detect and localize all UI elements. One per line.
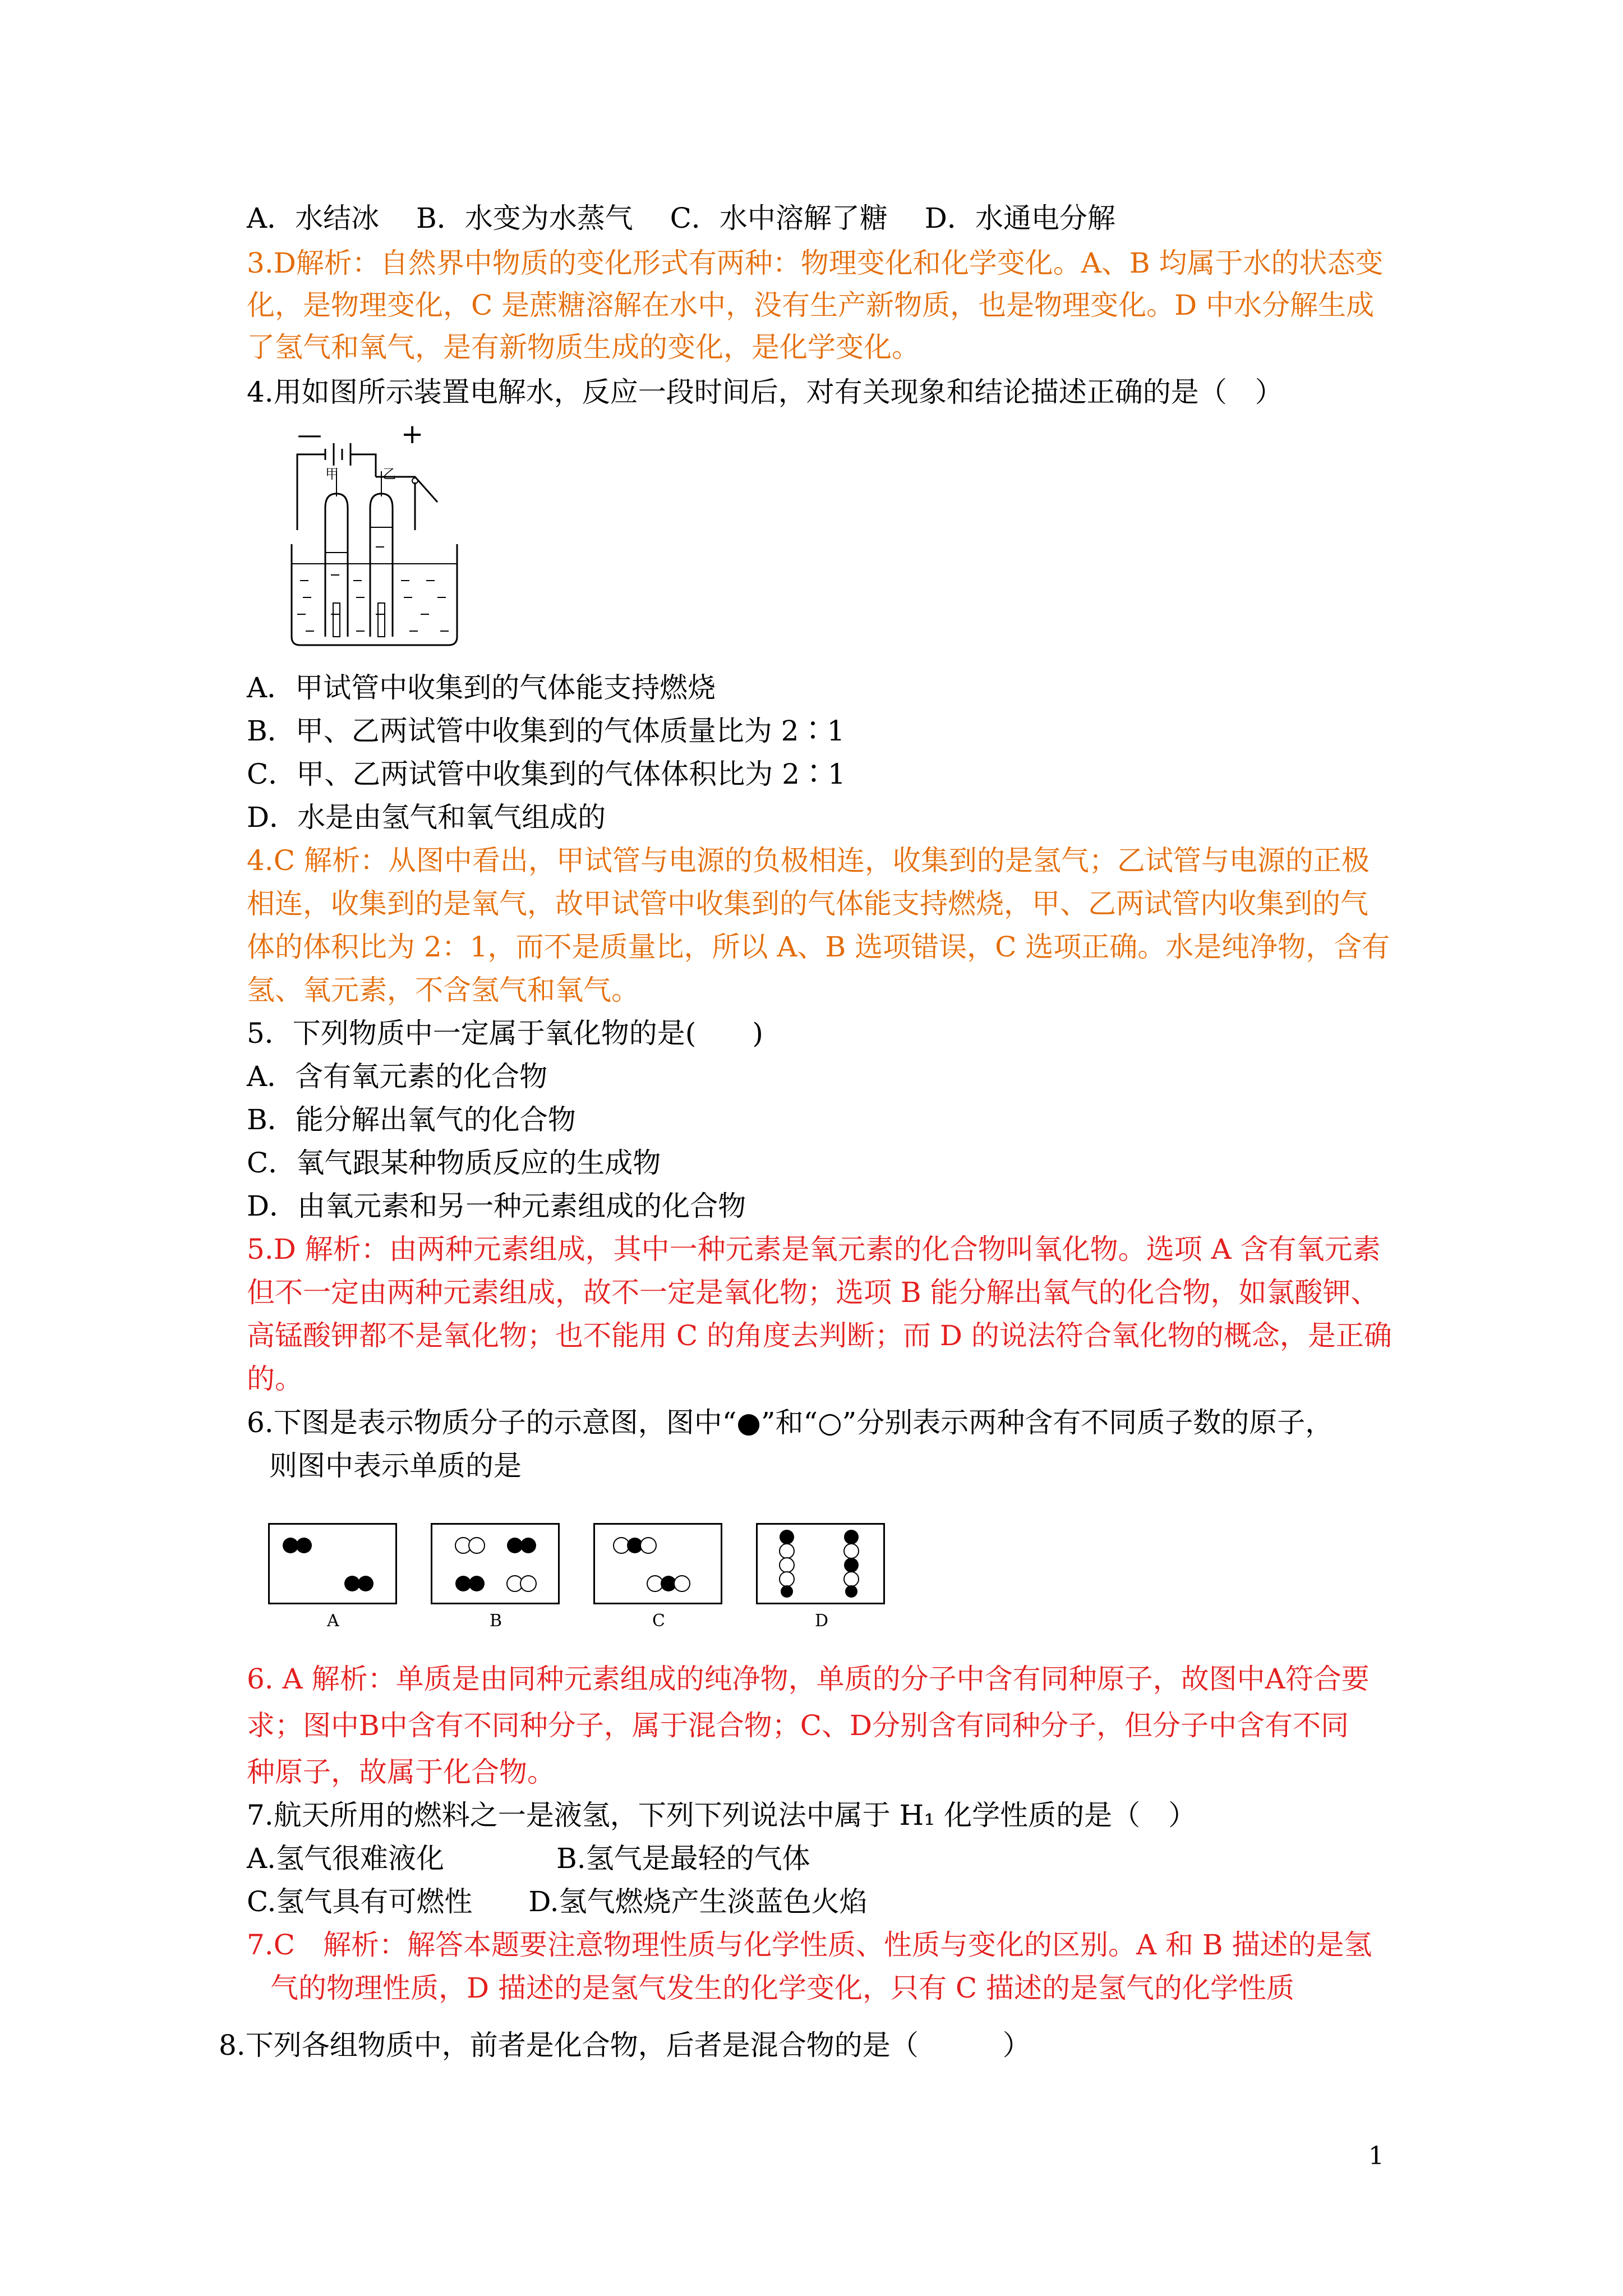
q7-options-cd: C.氢气具有可燃性 D.氢气燃烧产生淡蓝色火焰 [247, 1885, 868, 1918]
box-label-a: A [327, 1611, 339, 1631]
question-7: 7.航天所用的燃料之一是液氢，下列下列说法中属于 H₁ 化学性质的是（ ） [247, 1799, 1197, 1832]
question-6-line1: 6.下图是表示物质分子的示意图，图中“●”和“○”分别表示两种含有不同质子数的原子， [247, 1406, 1334, 1439]
minus-sign: — [297, 421, 322, 449]
q3-options: A．水结冰 B．水变为水蒸气 C．水中溶解了糖 D．水通电分解 [247, 202, 1115, 234]
molecule-box-b [431, 1523, 560, 1607]
electrolysis-diagram [280, 418, 482, 648]
answer-4-line3: 体的体积比为 2：1，而不是质量比，所以 A、B 选项错误，C 选项正确。水是纯净物，含有 [247, 931, 1390, 963]
molecule-box-c [593, 1523, 722, 1607]
answer-7-line2: 气的物理性质，D 描述的是氢气发生的化学变化，只有 C 描述的是氢气的化学性质 [270, 1972, 1295, 2004]
answer-6-line1: 6. A 解析：单质是由同种元素组成的纯净物，单质的分子中含有同种原子，故图中A符合要 [247, 1663, 1370, 1695]
box-label-d: D [815, 1611, 829, 1631]
q5-option-a: A．含有氧元素的化合物 [247, 1060, 548, 1093]
answer-7-line1: 7.C 解析：解答本题要注意物理性质与化学性质、性质与变化的区别。A 和 B 描述的是氢 [247, 1929, 1372, 1961]
electrolysis-apparatus-figure [280, 418, 482, 648]
box-label-c: C [652, 1611, 665, 1631]
q7-options-ab: A.氢气很难液化 B.氢气是最轻的气体 [247, 1842, 810, 1875]
answer-4-line1: 4.C 解析：从图中看出，甲试管与电源的负极相连，收集到的是氢气；乙试管与电源的正极 [247, 844, 1370, 877]
q4-option-d: D．水是由氢气和氧气组成的 [247, 801, 606, 834]
tube-yi-label: 乙 [382, 466, 396, 482]
answer-4-line2: 相连，收集到的是氧气，故甲试管中收集到的气体能支持燃烧，甲、乙两试管内收集到的气 [247, 887, 1368, 920]
answer-3-line3: 了氢气和氧气，是有新物质生成的变化，是化学变化。 [247, 331, 920, 364]
q5-option-d: D．由氧元素和另一种元素组成的化合物 [247, 1190, 746, 1222]
question-4: 4.用如图所示装置电解水，反应一段时间后，对有关现象和结论描述正确的是（ ） [247, 376, 1283, 408]
q5-option-c: C．氧气跟某种物质反应的生成物 [247, 1147, 661, 1179]
molecule-box-a [268, 1523, 397, 1607]
q5-option-b: B．能分解出氧气的化合物 [247, 1103, 576, 1136]
box-label-b: B [490, 1611, 502, 1631]
answer-6-line2: 求；图中B中含有不同种分子，属于混合物；C、D分别含有同种分子，但分子中含有不同 [247, 1709, 1349, 1742]
molecule-box-d [756, 1523, 885, 1607]
q4-option-a: A．甲试管中收集到的气体能支持燃烧 [247, 671, 716, 704]
question-8: 8.下列各组物质中，前者是化合物，后者是混合物的是（ ） [219, 2029, 1031, 2062]
q4-option-b: B．甲、乙两试管中收集到的气体质量比为 2∶1 [247, 715, 845, 747]
tube-jia-label: 甲 [325, 466, 339, 482]
answer-5-line3: 高锰酸钾都不是氧化物；也不能用 C 的角度去判断；而 D 的说法符合氧化物的概念，是正确 [247, 1319, 1392, 1352]
answer-4-line4: 氢、氧元素，不含氢气和氧气。 [247, 974, 639, 1006]
answer-3-line1: 3.D解析：自然界中物质的变化形式有两种：物理变化和化学变化。A、B 均属于水的状态变 [247, 247, 1384, 279]
answer-5-line4: 的。 [247, 1363, 303, 1395]
answer-5-line1: 5.D 解析：由两种元素组成，其中一种元素是氧元素的化合物叫氧化物。选项 A 含有氧元素 [247, 1233, 1381, 1266]
answer-3-line2: 化，是物理变化，C 是蔗糖溶解在水中，没有生产新物质，也是物理变化。D 中水分解生成 [247, 289, 1375, 321]
answer-6-line3: 种原子，故属于化合物。 [247, 1756, 555, 1788]
question-5: 5．下列物质中一定属于氧化物的是( ) [247, 1017, 763, 1050]
q4-option-c: C．甲、乙两试管中收集到的气体体积比为 2∶1 [247, 758, 846, 790]
plus-sign: + [401, 418, 424, 450]
question-6-line2: 则图中表示单质的是 [269, 1450, 522, 1482]
answer-5-line2: 但不一定由两种元素组成，故不一定是氧化物；选项 B 能分解出氧气的化合物，如氯酸钾、 [247, 1276, 1379, 1309]
page-number: 1 [1368, 2142, 1384, 2170]
